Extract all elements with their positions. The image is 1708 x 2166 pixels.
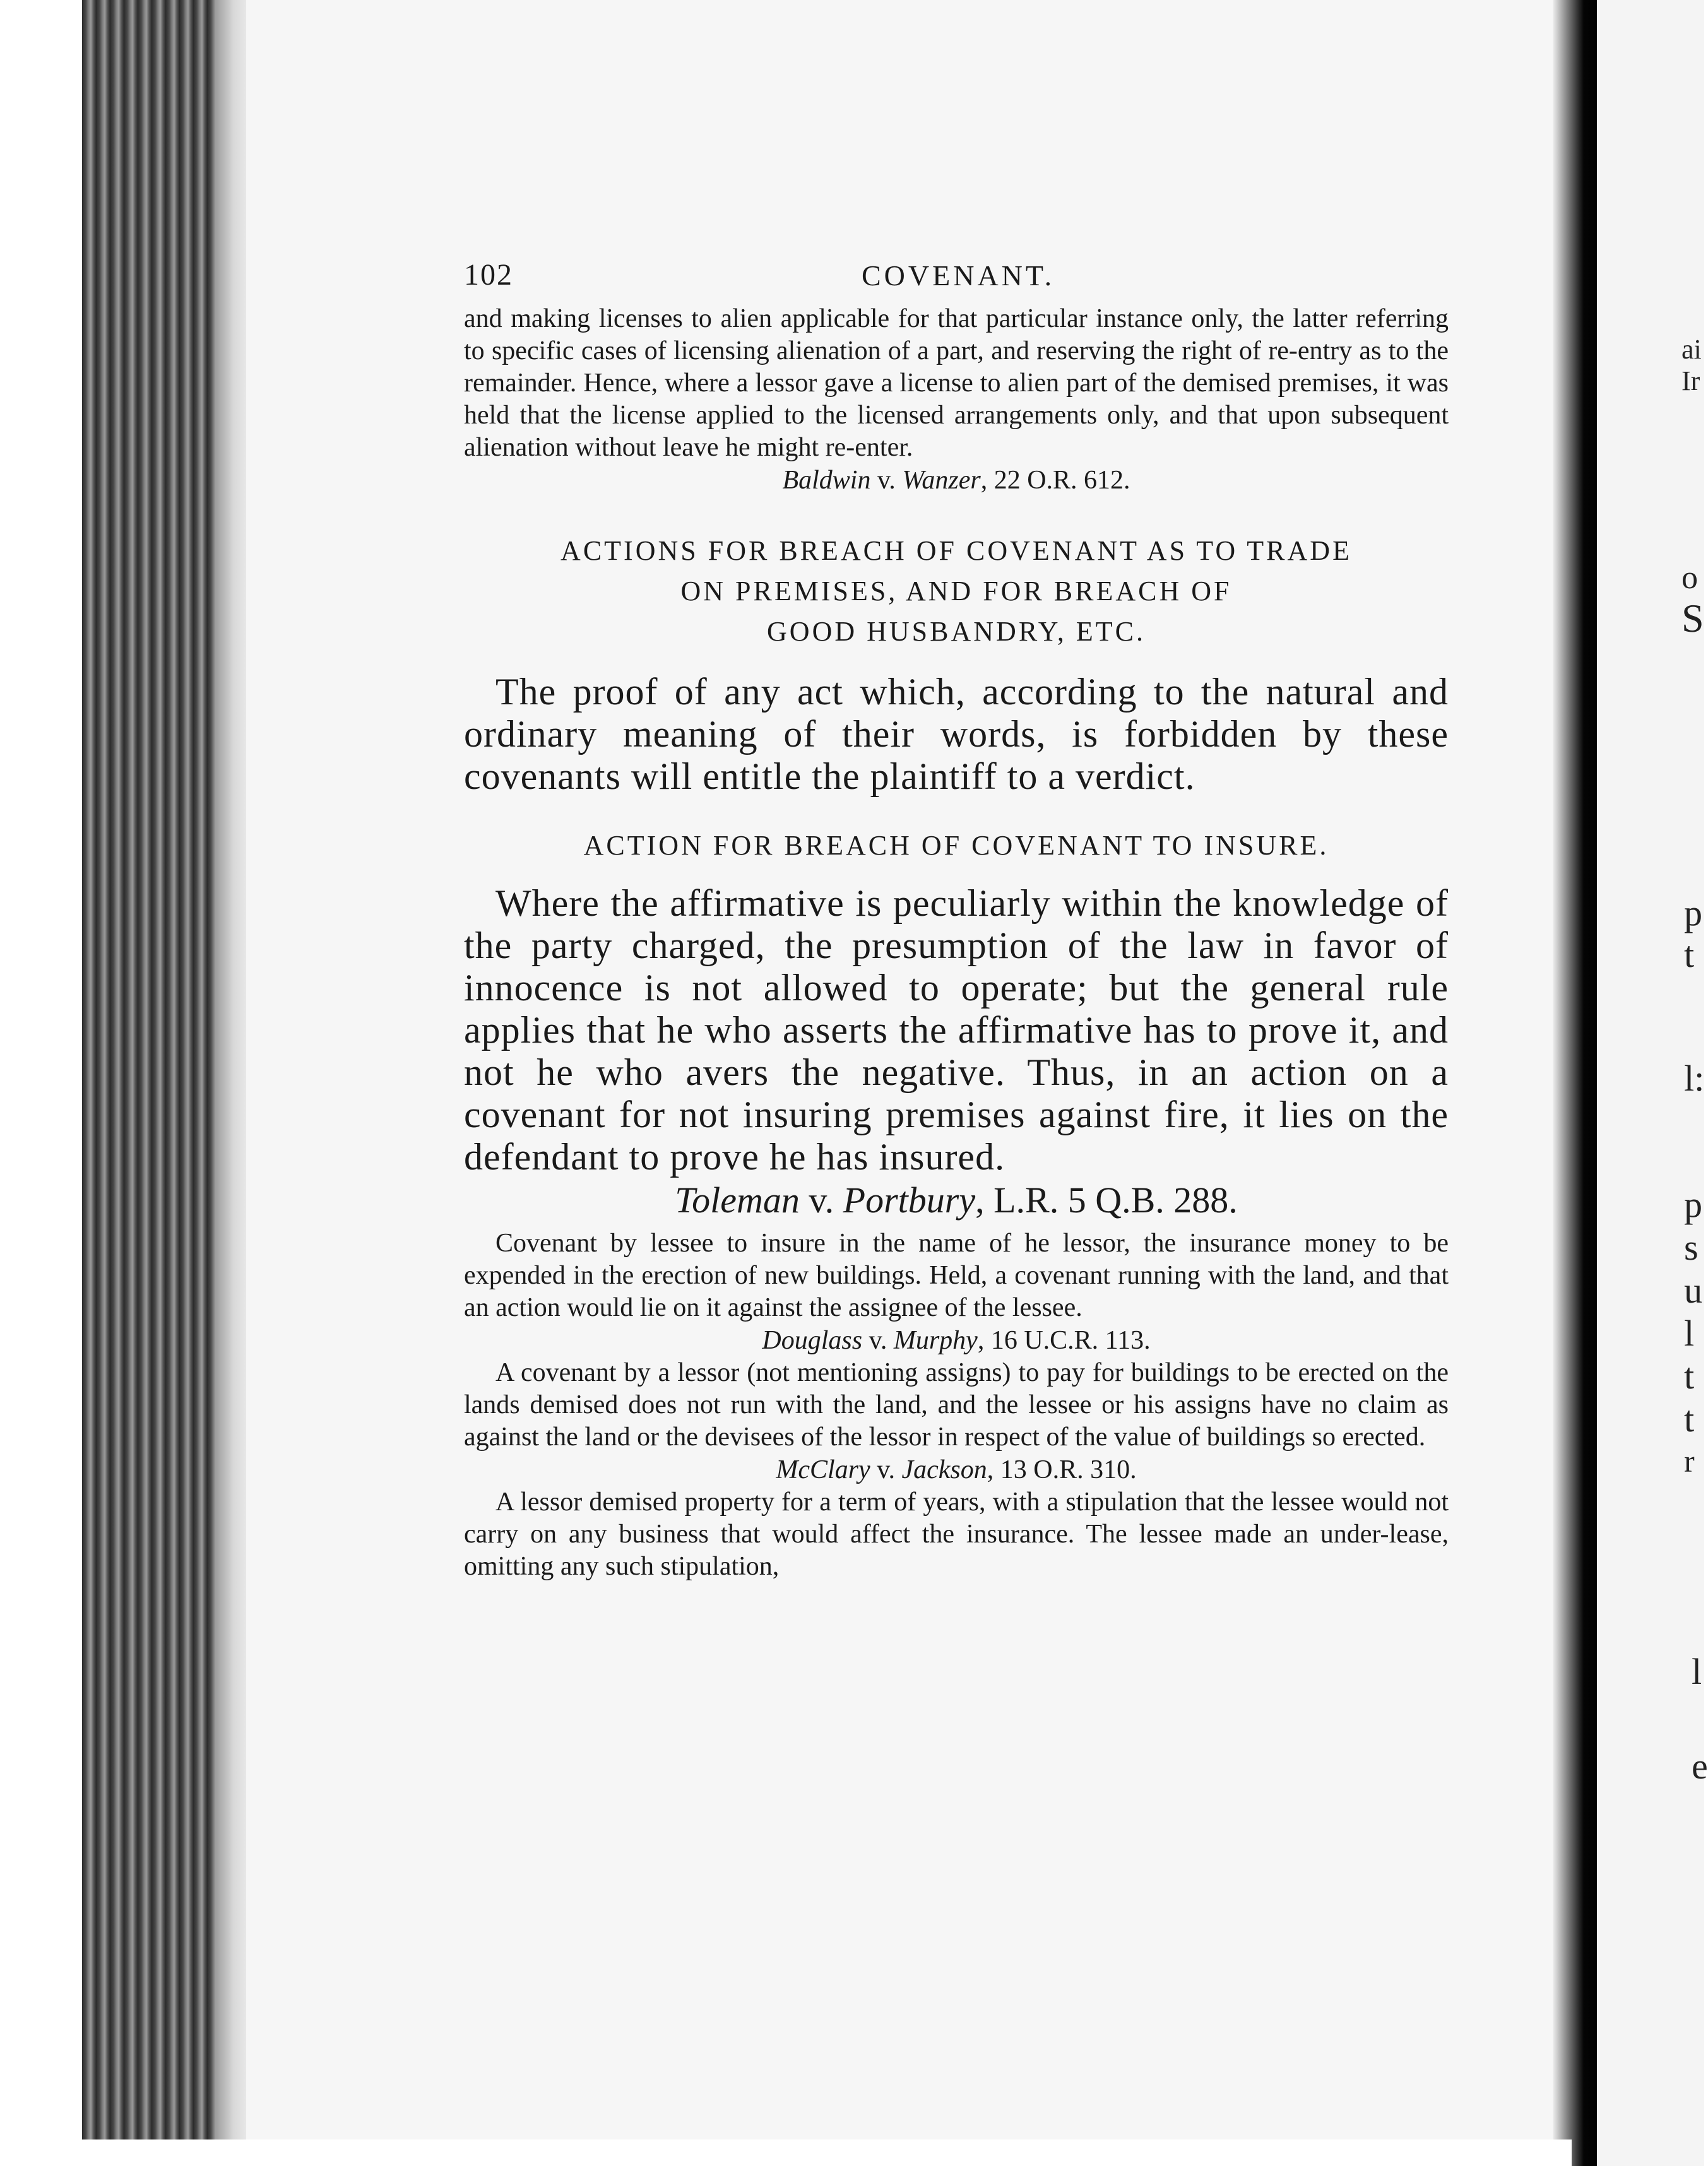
heading-line: ON PREMISES, AND FOR BREACH OF [680, 576, 1232, 607]
facing-fragment: l: [1684, 1058, 1705, 1099]
running-head [464, 252, 1449, 303]
heading-line: GOOD HUSBANDRY, ETC. [767, 616, 1146, 647]
citation-party: Wanzer [902, 466, 981, 495]
paragraph-licenses: and making licenses to alien applicable for that particular instance only, the latter referring to specific cases of licensing alienation of a part, and reserving the right of re-entry as to the remainder. Hence, where a lessor gave a license to alien part of the demised premises, it was held that the license applied to the licensed arrangements only, and that upon subsequent alienation without leave he might re-enter. [464, 304, 1449, 462]
citation-baldwin [464, 464, 1449, 497]
citation-party: Jackson [901, 1455, 987, 1484]
facing-fragment: l [1692, 1651, 1702, 1692]
citation-party: Portbury [843, 1180, 976, 1221]
paragraph-lessor-buildings: A covenant by a lessor (not mentioning assigns) to pay for buildings to be erected on the lands demised does not run with the land, and the lessee or his assigns have no claim as against the land or the devisees of the lessor in respect of the value of buildings so erected. [464, 1358, 1449, 1452]
facing-fragment: S [1681, 596, 1704, 641]
facing-fragment: p [1684, 892, 1702, 933]
facing-fragment: t [1684, 1356, 1695, 1397]
facing-fragment: Ir [1681, 365, 1700, 396]
citation-reference: , 22 O.R. 612. [980, 466, 1130, 495]
page-bottom-edge [183, 2139, 1572, 2166]
facing-fragment: o [1681, 560, 1698, 596]
citation-party: Baldwin [782, 466, 871, 495]
page-content [464, 252, 1449, 1583]
citation-mcclary [464, 1453, 1449, 1486]
facing-fragment: s [1684, 1227, 1699, 1268]
facing-fragment: u [1684, 1270, 1702, 1311]
running-title: COVENANT. [862, 259, 1055, 292]
paragraph-proof: The proof of any act which, according to the natural and ordinary meaning of their words, is forbidden by these covenants will entitle the plaintiff to a verdict. [464, 671, 1449, 797]
citation-versus: v. [862, 1326, 894, 1355]
paragraph-affirmative: Where the affirmative is peculiarly within the knowledge of the party charged, the presumption of the law in favor of innocence is not allowed to operate; but the general rule applies that he who asserts the affirmative has to prove it, and not he who avers the negative. Thus, in an action on a covenant for not insuring premises against fire, it lies on the defendant to prove he has insured. [464, 882, 1449, 1178]
book-gutter [1553, 0, 1597, 2166]
facing-fragment: p [1684, 1184, 1702, 1225]
heading-line: ACTIONS FOR BREACH OF COVENANT AS TO TRADE [560, 535, 1352, 566]
paragraph-under-lease: A lessor demised property for a term of years, with a stipulation that the lessee would not carry on any business that would affect the insurance. The lessee made an under-lease, omitting any such stipulation, [464, 1488, 1449, 1581]
citation-douglass [464, 1324, 1449, 1357]
citation-party: Murphy [893, 1326, 978, 1355]
citation-party: Toleman [675, 1180, 800, 1221]
section-heading-insure: ACTION FOR BREACH OF COVENANT TO INSURE. [583, 830, 1329, 861]
citation-party: McClary [776, 1455, 870, 1484]
citation-reference: , 13 O.R. 310. [987, 1455, 1137, 1484]
page-number: 102 [464, 258, 513, 292]
citation-toleman [464, 1178, 1449, 1222]
citation-reference: , 16 U.C.R. 113. [977, 1326, 1151, 1355]
paragraph-lessee-insure: Covenant by lessee to insure in the name of he lessor, the insurance money to be expended in the erection of new buildings. Held, a covenant running with the land, and that an action would lie on it against the assignee of the lessee. [464, 1229, 1449, 1322]
citation-reference: , L.R. 5 Q.B. 288. [975, 1180, 1238, 1221]
facing-fragment: ai [1681, 334, 1702, 365]
facing-fragment: r [1684, 1443, 1695, 1479]
facing-fragment: t [1684, 934, 1695, 975]
citation-versus: v. [799, 1180, 843, 1221]
citation-versus: v. [870, 466, 903, 495]
facing-fragment: l [1684, 1313, 1695, 1354]
facing-fragment: e [1692, 1746, 1708, 1787]
section-heading-trade [464, 531, 1449, 652]
citation-versus: v. [870, 1455, 902, 1484]
citation-party: Douglass [762, 1326, 863, 1355]
facing-fragment: t [1684, 1399, 1695, 1440]
